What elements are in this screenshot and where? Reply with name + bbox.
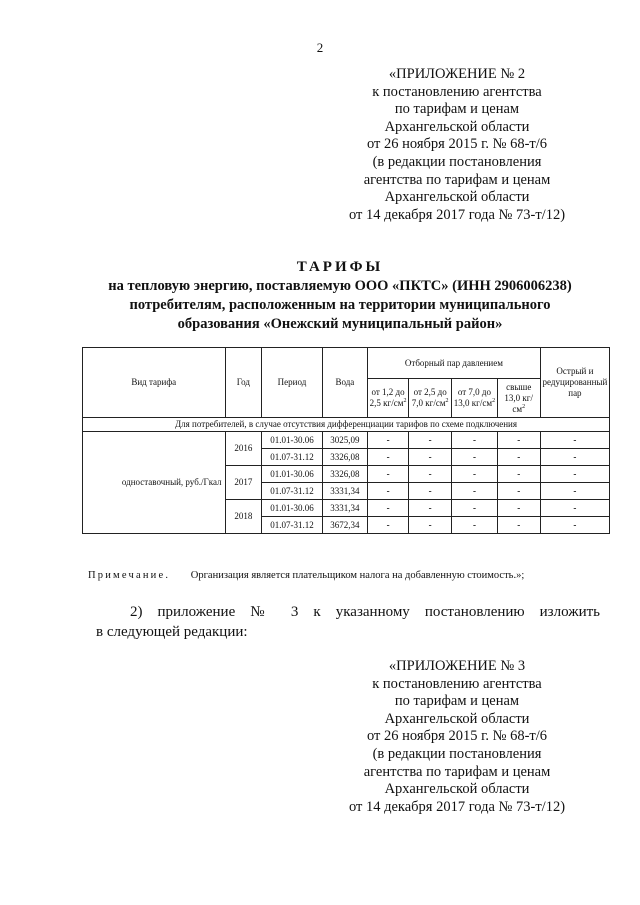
header-steam-2: от 2,5 до 7,0 $кг/см^2$ [409,379,452,418]
appendix-line: (в редакции постановления [372,153,542,170]
tariffs-table [82,347,610,534]
header-year: Год [225,348,262,418]
steam-cell: - [368,517,409,534]
header-sharp-steam: Острый и редуцированный пар [540,348,609,418]
steam-cell: - [497,449,540,466]
title-line-2: потребителям, расположенным на территории муниципального [129,297,551,313]
steam-cell: - [452,483,497,500]
year-cell: 2017 [225,466,262,500]
appendix-line: агентства по тарифам и ценам [363,171,551,188]
appendix-line: по тарифам и ценам [394,101,520,118]
appendix-2-header [317,66,597,224]
appendix-line: агентства по тарифам и ценам [363,763,551,780]
sharp-steam-cell: - [540,449,609,466]
steam-cell: - [497,432,540,449]
appendix-line: от 14 декабря 2017 года № 73-т/12) [348,798,566,815]
header-tariff-type: Вид тарифа [83,348,226,418]
sharp-steam-cell: - [540,466,609,483]
water-cell: 3326,08 [322,449,367,466]
appendix-line: к постановлению агентства [372,675,542,692]
period-cell: 01.01-30.06 [262,500,322,517]
steam-cell: - [409,517,452,534]
year-cell: 2016 [225,432,262,466]
tariff-name-cell: одноставочный, руб./Гкал [83,432,226,534]
steam-cell: - [452,432,497,449]
steam-cell: - [452,500,497,517]
appendix-line: «ПРИЛОЖЕНИЕ № 2 [388,66,526,82]
steam-cell: - [368,432,409,449]
appendix-line: Архангельской области [384,710,530,727]
appendix-line: от 26 ноября 2015 г. № 68-т/6 [366,728,548,745]
period-cell: 01.01-30.06 [262,466,322,483]
water-cell: 3326,08 [322,466,367,483]
sharp-steam-cell: - [540,517,609,534]
condition-row: Для потребителей, в случае отсутствия дифференциации тарифов по схеме подключения [83,418,610,432]
steam-cell: - [497,483,540,500]
appendix-line: от 14 декабря 2017 года № 73-т/12) [348,206,566,223]
header-water: Вода [322,348,367,418]
appendix-line: Архангельской области [384,118,530,135]
title-line-1: на тепловую энергию, поставляемую ООО «ПКТС» (ИНН 2906006238) [108,278,572,294]
period-cell: 01.01-30.06 [262,432,322,449]
sharp-steam-cell: - [540,483,609,500]
steam-cell: - [452,517,497,534]
period-cell: 01.07-31.12 [262,483,322,500]
steam-cell: - [368,483,409,500]
note-label: Примечание. [88,570,171,581]
appendix-line: Архангельской области [384,781,530,798]
title-heading: ТАРИФЫ [296,259,384,275]
steam-cell: - [452,449,497,466]
header-steam-1: от 1,2 до 2,5 $кг/см^2$ [368,379,409,418]
steam-cell: - [452,466,497,483]
appendix-line: от 26 ноября 2015 г. № 68-т/6 [366,136,548,153]
appendix-line: (в редакции постановления [372,745,542,762]
header-steam-4: свыше 13,0 $кг/см^2$ [497,379,540,418]
steam-cell: - [368,500,409,517]
paragraph-line-1: 2) приложение № 3 к указанному постановлению изложить [130,604,600,620]
appendix-line: «ПРИЛОЖЕНИЕ № 3 [388,658,526,674]
steam-cell: - [368,449,409,466]
paragraph-line-2: в следующей редакции: [96,624,248,640]
water-cell: 3331,34 [322,483,367,500]
page-number: 2 [316,40,324,55]
steam-cell: - [409,500,452,517]
tariffs-title [60,258,620,334]
appendix-3-header [317,658,597,816]
water-cell: 3331,34 [322,500,367,517]
water-cell: 3025,09 [322,432,367,449]
steam-cell: - [409,432,452,449]
table-row [83,432,610,449]
year-cell: 2018 [225,500,262,534]
header-steam-group: Отборный пар давлением [368,348,541,379]
steam-cell: - [368,466,409,483]
sharp-steam-cell: - [540,500,609,517]
appendix-line: Архангельской области [384,189,530,206]
steam-cell: - [409,466,452,483]
steam-cell: - [497,466,540,483]
steam-cell: - [409,483,452,500]
header-period: Период [262,348,322,418]
appendix-line: к постановлению агентства [372,83,542,100]
appendix-line: по тарифам и ценам [394,693,520,710]
steam-cell: - [409,449,452,466]
note [88,570,524,581]
period-cell: 01.07-31.12 [262,449,322,466]
note-text: Организация является плательщиком налога на добавленную стоимость.»; [190,570,525,581]
sharp-steam-cell: - [540,432,609,449]
steam-cell: - [497,500,540,517]
water-cell: 3672,34 [322,517,367,534]
title-line-3: образования «Онежский муниципальный район» [177,316,503,332]
header-steam-3: от 7,0 до 13,0 $кг/см^2$ [452,379,497,418]
period-cell: 01.07-31.12 [262,517,322,534]
steam-cell: - [497,517,540,534]
